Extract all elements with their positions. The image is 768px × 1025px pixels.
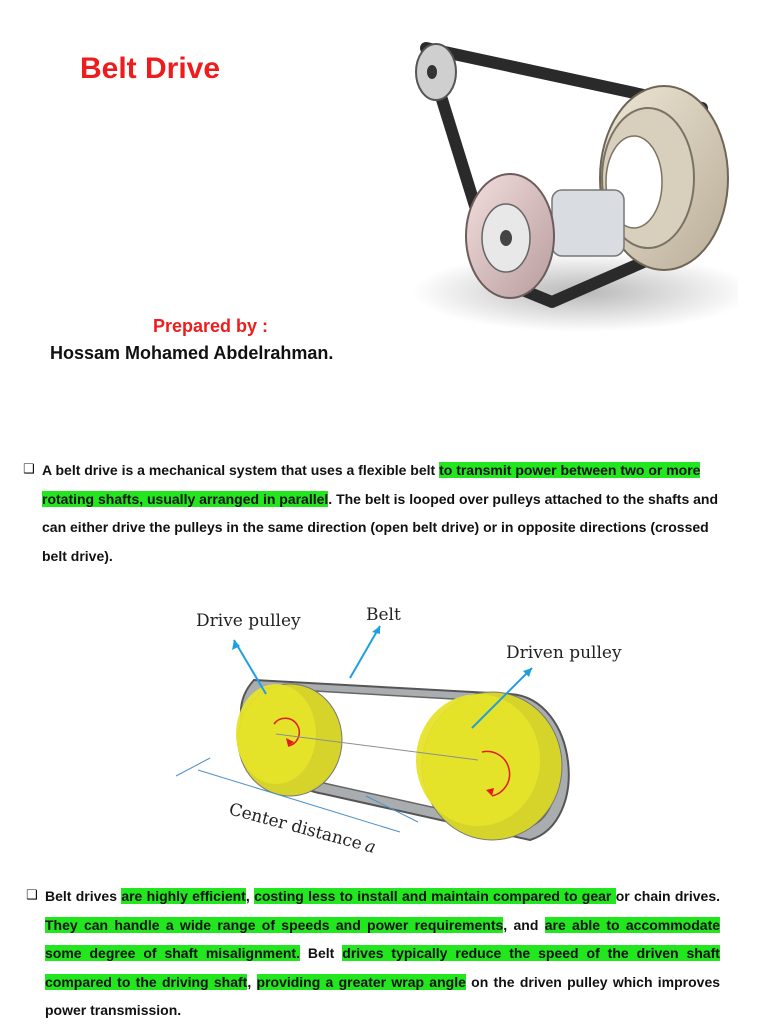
page-title: Belt Drive <box>80 52 221 85</box>
p2-text-4: , and <box>503 916 545 933</box>
p2-text-3: or chain drives. <box>615 888 721 904</box>
intro-paragraph <box>23 456 732 570</box>
advantages-paragraph <box>26 882 721 1025</box>
p1-highlight-1: to transmit power between two or more rotating shafts, usually arranged in parallel <box>42 462 701 507</box>
p2-text-5: Belt <box>299 945 343 962</box>
checkbox-bullet-icon: ❑ <box>23 462 35 477</box>
p2-highlight-1: are highly efficient <box>121 888 246 904</box>
p2-highlight-6: providing a greater wrap angle <box>256 973 466 990</box>
p2-highlight-3: They can handle a wide range of speeds and power requirements <box>45 916 504 933</box>
p2-highlight-5: drives typically reduce the speed of the driven shaft compared to the driving shaft <box>45 945 720 990</box>
p2-text-1: Belt drives <box>45 888 122 904</box>
p2-highlight-4: are able to accommodate some degree of shaft misalignment. <box>45 916 721 962</box>
belt-drive-photo <box>402 30 738 342</box>
p1-text-1: A belt drive is a mechanical system that uses a flexible belt <box>42 462 440 478</box>
motor-body <box>552 190 624 256</box>
p1-text-2: . The belt is looped over pulleys attached to the shafts and can either drive the pulleys in the same direction (open belt drive) or in opposite directions (crossed belt drive). <box>42 490 719 564</box>
p2-text-6: , <box>247 973 257 990</box>
p2-highlight-2: costing less to install and maintain compared to gear <box>254 888 616 904</box>
p2-text-2: , <box>245 888 255 904</box>
belt-drive-diagram <box>170 596 626 858</box>
center-distance-label: Center distancea <box>226 799 378 858</box>
checkbox-bullet-icon: ❑ <box>26 888 38 903</box>
drive-pulley-label: Drive pulley <box>196 611 301 631</box>
p2-text-7: on the driven pulley which improves power transmission. <box>45 973 721 1019</box>
belt-pointer <box>350 626 380 678</box>
belt-label: Belt <box>366 605 401 625</box>
prepared-by-label: Prepared by : <box>153 316 269 336</box>
driven-pulley-label: Driven pulley <box>506 643 622 663</box>
author-name: Hossam Mohamed Abdelrahman. <box>50 343 334 363</box>
